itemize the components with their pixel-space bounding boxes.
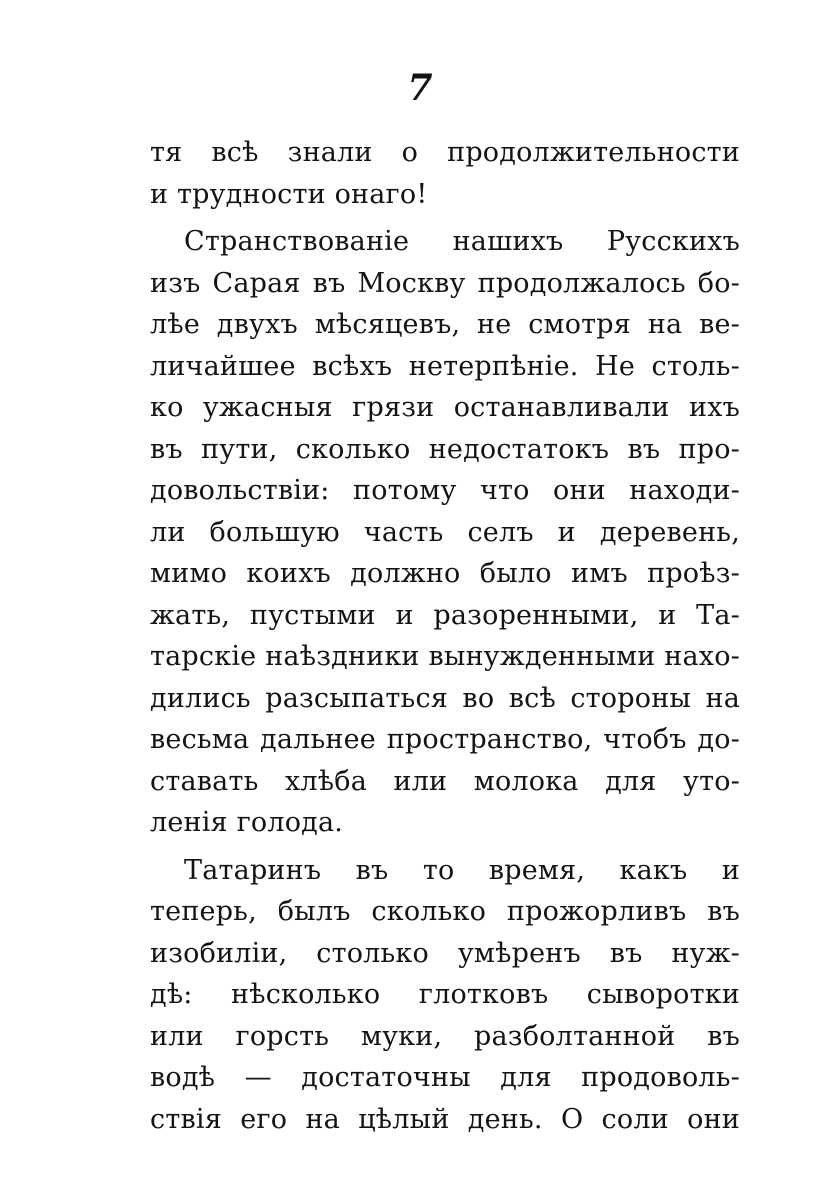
text-line: лѣе двухъ мѣсяцевъ, не смотря на ве- (150, 309, 740, 340)
text-line: дились разсыпаться во всѣ стороны на (150, 682, 740, 714)
text-line: или горсть муки, разболтанной въ (150, 1020, 740, 1052)
text-line: ко ужасныя грязи останавливали ихъ (150, 392, 740, 423)
text-line: водѣ — достаточны для продоволь- (150, 1062, 740, 1093)
text-line: Татаринъ въ то время, какъ и (184, 854, 740, 886)
page-number: 7 (407, 67, 433, 109)
text-line: ставать хлѣба или молока для уто- (150, 765, 740, 797)
text-line: изобиліи, столько умѣренъ въ нуж- (150, 937, 740, 969)
text-line: тарскіе наѣздники вынужденными нахо- (150, 641, 740, 672)
text-line: личайшее всѣхъ нетерпѣніе. Не столь- (150, 350, 740, 382)
text-line: весьма дальнее пространство, чтобъ до- (150, 724, 740, 755)
text-line: и трудности онаго! (150, 178, 428, 210)
text-line: Странствованіе нашихъ Русскихъ (184, 226, 740, 257)
text-line: ленія голода. (150, 807, 344, 838)
text-line: изъ Сарая въ Москву продолжалось бо- (150, 267, 740, 299)
text-line: ствія его на цѣлый день. О соли они (150, 1103, 740, 1135)
text-line: мимо коихъ должно было имъ проѣз- (150, 558, 740, 589)
text-line: довольствіи: потому что они находи- (150, 475, 740, 506)
text-line: въ пути, сколько недостатокъ въ про- (150, 433, 740, 465)
text-line: теперь, былъ сколько прожорливъ въ (150, 896, 740, 927)
text-body (150, 132, 740, 1140)
text-line: тя всѣ знали о продолжительности (150, 137, 740, 168)
text-line: жать, пустыми и разоренными, и Та- (150, 599, 740, 631)
text-line: дѣ: нѣсколько глотковъ сыворотки (150, 979, 740, 1010)
text-line: ли большую часть селъ и деревень, (150, 516, 740, 548)
